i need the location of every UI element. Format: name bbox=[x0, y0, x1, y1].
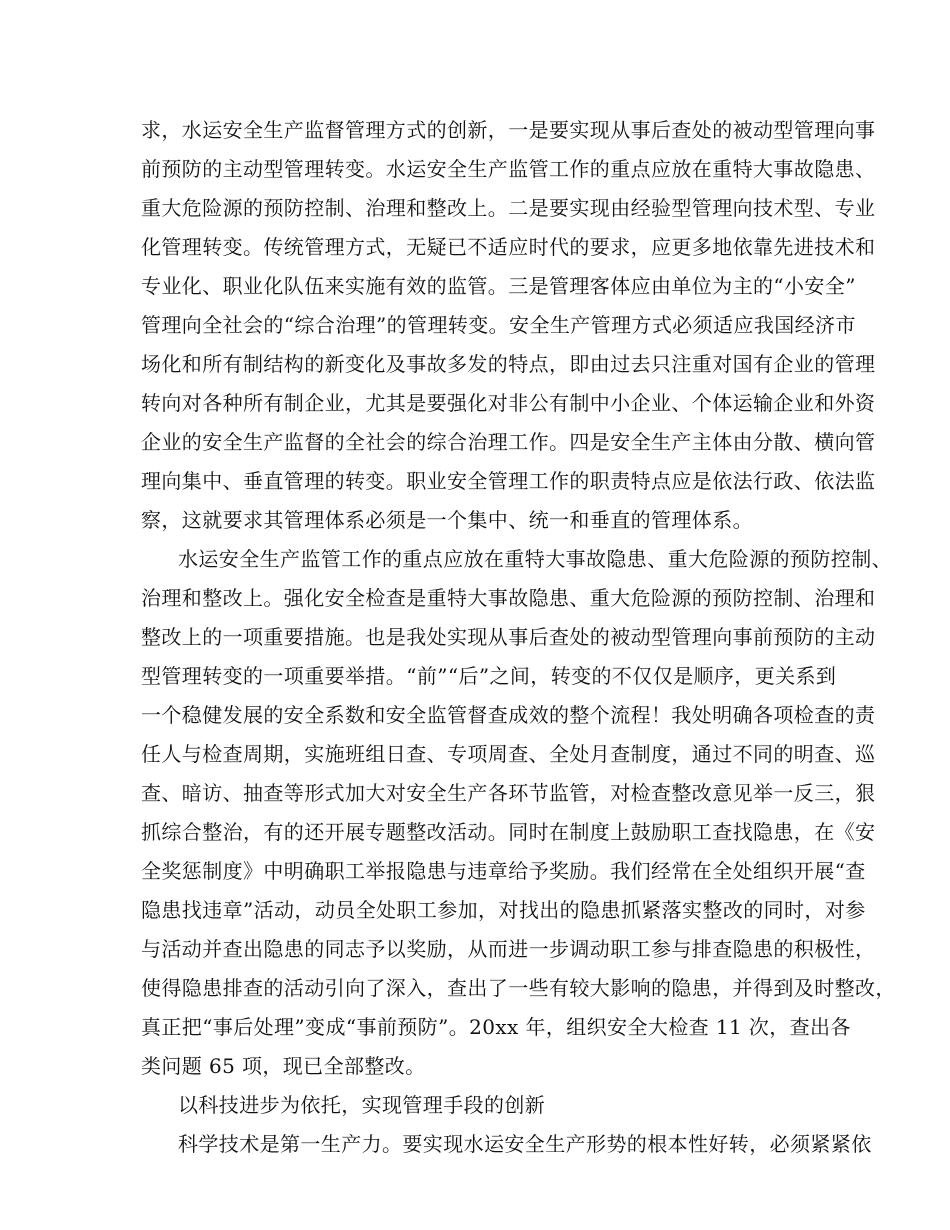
text-line: 隐患找违章”活动，动员全处职工参加，对找出的隐患抓紧落实整改的同时，对参 bbox=[141, 898, 866, 922]
text-line: 管理向全社会的“综合治理”的管理转变。安全生产管理方式必须适应我国经济市 bbox=[141, 313, 856, 337]
text-line: 求，水运安全生产监督管理方式的创新，一是要实现从事后查处的被动型管理向事 bbox=[141, 118, 876, 142]
text-line: 全奖惩制度》中明确职工举报隐患与违章给予奖励。我们经常在全处组织开展“查 bbox=[141, 859, 866, 883]
text-line: 转向对各种所有制企业，尤其是要强化对非公有制中小企业、个体运输企业和外资 bbox=[141, 391, 876, 415]
text-line: 治理和整改上。强化安全检查是重特大事故隐患、重大危险源的预防控制、治理和 bbox=[141, 586, 876, 610]
text-line: 查、暗访、抽查等形式加大对安全生产各环节监管，对检查整改意见举一反三，狠 bbox=[141, 781, 876, 805]
paragraph-start-line: 科学技术是第一生产力。要实现水运安全生产形势的根本性好转，必须紧紧依 bbox=[178, 1132, 872, 1156]
text-line: 抓综合整治，有的还开展专题整改活动。同时在制度上鼓励职工查找隐患，在《安 bbox=[141, 820, 876, 844]
text-line: 专业化、职业化队伍来实施有效的监管。三是管理客体应由单位为主的“小安全” bbox=[141, 274, 856, 298]
text-line: 化管理转变。传统管理方式，无疑已不适应时代的要求，应更多地依靠先进技术和 bbox=[141, 235, 876, 259]
text-line: 理向集中、垂直管理的转变。职业安全管理工作的职责特点应是依法行政、依法监 bbox=[141, 469, 876, 493]
text-line: 使得隐患排查的活动引向了深入，查出了一些有较大影响的隐患，并得到及时整改， bbox=[141, 976, 896, 1000]
text-line: 类问题 65 项，现已全部整改。 bbox=[141, 1054, 426, 1078]
text-line: 一个稳健发展的安全系数和安全监管督查成效的整个流程！我处明确各项检查的责 bbox=[141, 703, 876, 727]
text-line: 重大危险源的预防控制、治理和整改上。二是要实现由经验型管理向技术型、专业 bbox=[141, 196, 876, 220]
text-line: 型管理转变的一项重要举措。“前”“后”之间，转变的不仅仅是顺序，更关系到 bbox=[141, 664, 837, 688]
paragraph-start-line: 水运安全生产监管工作的重点应放在重特大事故隐患、重大危险源的预防控制、 bbox=[178, 547, 892, 571]
text-line: 察，这就要求其管理体系必须是一个集中、统一和垂直的管理体系。 bbox=[141, 508, 753, 532]
text-line: 真正把“事后处理”变成“事前预防”。20xx 年，组织安全大检查 11 次，查出各 bbox=[141, 1015, 851, 1039]
text-line: 场化和所有制结构的新变化及事故多发的特点，即由过去只注重对国有企业的管理 bbox=[141, 352, 876, 376]
text-line: 与活动并查出隐患的同志予以奖励，从而进一步调动职工参与排查隐患的积极性， bbox=[141, 937, 876, 961]
section-heading: 以科技进步为依托，实现管理手段的创新 bbox=[178, 1093, 546, 1117]
text-line: 前预防的主动型管理转变。水运安全生产监管工作的重点应放在重特大事故隐患、 bbox=[141, 157, 876, 181]
text-line: 企业的安全生产监督的全社会的综合治理工作。四是安全生产主体由分散、横向管 bbox=[141, 430, 876, 454]
text-line: 整改上的一项重要措施。也是我处实现从事后查处的被动型管理向事前预防的主动 bbox=[141, 625, 876, 649]
text-line: 任人与检查周期，实施班组日查、专项周查、全处月查制度，通过不同的明查、巡 bbox=[141, 742, 876, 766]
